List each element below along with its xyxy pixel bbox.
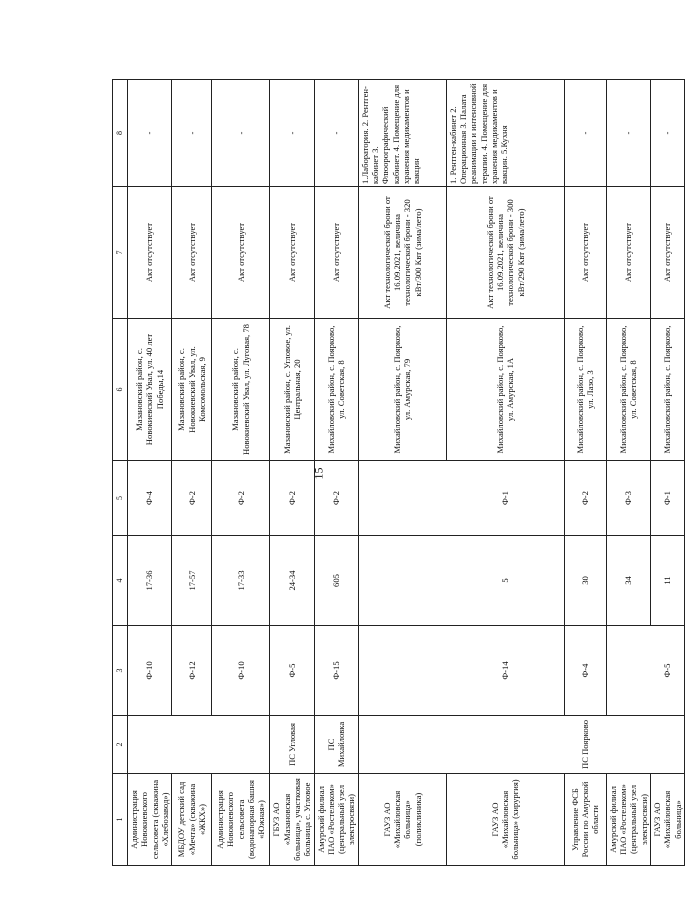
table-cell: ПС Поярково bbox=[564, 716, 606, 774]
table-cell: Ф-2 bbox=[212, 461, 270, 536]
table-cell: Акт отсутствует bbox=[651, 187, 685, 319]
table-cell bbox=[358, 716, 446, 774]
table-row bbox=[606, 80, 650, 866]
table-cell: Михайловский район, с. Поярково, ул. Лазо, 3 bbox=[564, 319, 606, 461]
table-cell: 5 bbox=[446, 536, 564, 626]
table-cell: 17-57 bbox=[172, 536, 212, 626]
table-cell bbox=[446, 716, 564, 774]
table-cell bbox=[651, 716, 685, 774]
table-cell: Мазановский район, с. Угловое, ул. Центральная, 20 bbox=[270, 319, 314, 461]
table-cell: Акт отсутствует bbox=[270, 187, 314, 319]
table-cell: Акт технологической брони от 16.09.2021, величина технологической брони - 320 кВт/300 Квт (зима/лето) bbox=[358, 187, 446, 319]
table-cell: Ф-15 bbox=[314, 626, 358, 716]
column-header: 2 bbox=[113, 716, 128, 774]
column-header: 5 bbox=[113, 461, 128, 536]
table-cell: Ф-2 bbox=[270, 461, 314, 536]
table-cell: Управление ФСБ России по Амурской области bbox=[564, 774, 606, 866]
table-row bbox=[446, 80, 564, 866]
table-cell bbox=[358, 626, 446, 716]
column-header: 3 bbox=[113, 626, 128, 716]
table-cell: Ф-10 bbox=[212, 626, 270, 716]
table-cell: ГБУЗ АО «Мазановская больница», участковая больница с. Угловое bbox=[270, 774, 314, 866]
table-cell: Михайловский район, с. Поярково, bbox=[651, 319, 685, 461]
table-cell: - bbox=[270, 80, 314, 187]
table-cell: Ф-2 bbox=[314, 461, 358, 536]
page-number: 15 bbox=[311, 467, 326, 480]
table-cell: 1. Рентген-кабинет 2. Операционная 3. Палата реанимации и интенсивной терапии. 4. Помещение для хранения медикаментов и вакцин. 5.Кухня bbox=[446, 80, 564, 187]
table-cell: 605 bbox=[314, 536, 358, 626]
table-cell: Мазановский район, с. Новокиевский Увал, ул. 40 лет Победы,14 bbox=[128, 319, 172, 461]
table-cell: МБДОУ детский сад «Мечта» (скважина «ЖКХ») bbox=[172, 774, 212, 866]
table-cell: ГАУЗ АО «Михайловская больница» (хирургия) bbox=[446, 774, 564, 866]
table-cell: Акт отсутствует bbox=[564, 187, 606, 319]
column-header: 4 bbox=[113, 536, 128, 626]
table-cell bbox=[606, 626, 650, 716]
table-cell bbox=[128, 716, 172, 774]
table-cell: ГАУЗ АО «Михайловская больница» (поликлиника) bbox=[358, 774, 446, 866]
table-cell bbox=[606, 716, 650, 774]
table-cell: Акт отсутствует bbox=[314, 187, 358, 319]
table-cell: Ф-5 bbox=[651, 626, 685, 716]
table-cell: - bbox=[651, 80, 685, 187]
table-cell: - bbox=[212, 80, 270, 187]
table-cell: - bbox=[314, 80, 358, 187]
table-cell: Ф-14 bbox=[446, 626, 564, 716]
table-cell: Ф-12 bbox=[172, 626, 212, 716]
table-cell: Амурский филиал ПАО «Ростелеком» (центральный узел электросвязи) bbox=[314, 774, 358, 866]
table-cell: Акт отсутствует bbox=[128, 187, 172, 319]
table-cell bbox=[212, 716, 270, 774]
table-cell: Мазановский район, с. Новокиевский Увал, ул. Луговая, 78 bbox=[212, 319, 270, 461]
table-cell: - bbox=[564, 80, 606, 187]
table-row bbox=[212, 80, 270, 866]
table-cell: Ф-5 bbox=[270, 626, 314, 716]
column-header: 6 bbox=[113, 319, 128, 461]
table-cell: - bbox=[128, 80, 172, 187]
table-cell: Акт отсутствует bbox=[606, 187, 650, 319]
table-cell: 24-34 bbox=[270, 536, 314, 626]
table-cell: Ф-1 bbox=[651, 461, 685, 536]
table-cell: Ф-4 bbox=[564, 626, 606, 716]
table-cell bbox=[172, 716, 212, 774]
table-cell: ПС Михайловка bbox=[314, 716, 358, 774]
table-row bbox=[358, 80, 446, 866]
table-row bbox=[564, 80, 606, 866]
data-table bbox=[112, 79, 685, 866]
table-cell: Ф-2 bbox=[564, 461, 606, 536]
table-cell: 34 bbox=[606, 536, 650, 626]
table-row bbox=[270, 80, 314, 866]
column-header: 7 bbox=[113, 187, 128, 319]
table-cell: Михайловский район, с. Поярково, ул. Советская, 8 bbox=[606, 319, 650, 461]
table-cell bbox=[358, 461, 446, 536]
table-cell: 17-33 bbox=[212, 536, 270, 626]
table-cell: Акт отсутствует bbox=[212, 187, 270, 319]
header-row bbox=[113, 80, 128, 866]
table-row bbox=[172, 80, 212, 866]
table-cell: Ф-4 bbox=[128, 461, 172, 536]
table-cell: Ф-3 bbox=[606, 461, 650, 536]
table-cell: 30 bbox=[564, 536, 606, 626]
table-cell bbox=[358, 536, 446, 626]
table-cell: ПС Угловая bbox=[270, 716, 314, 774]
table-cell: Акт отсутствует bbox=[172, 187, 212, 319]
table-cell: 1.Лаборатория. 2. Рентген-кабинет 3. Флюорографический кабинет. 4. Помещение для хранения медикаментов и вакцин bbox=[358, 80, 446, 187]
table-cell: Администрация Новокиевского сельсовета (скважина «Хлебозавод») bbox=[128, 774, 172, 866]
table-cell: Ф-10 bbox=[128, 626, 172, 716]
table-row bbox=[651, 80, 685, 866]
table-cell: Михайловский район, с. Поярково, ул. Советская, 8 bbox=[314, 319, 358, 461]
column-header: 1 bbox=[113, 774, 128, 866]
table-cell: 17-36 bbox=[128, 536, 172, 626]
table-cell: - bbox=[606, 80, 650, 187]
table-row bbox=[314, 80, 358, 866]
table-cell: Мазановский район, с. Новокиевский Увал, ул. Комсомольская, 9 bbox=[172, 319, 212, 461]
table-cell: Акт технологической брони от 16.09.2021, величина технологической брони - 300 кВт/290 Квт (зима/лето) bbox=[446, 187, 564, 319]
table-cell: Ф-2 bbox=[172, 461, 212, 536]
table-cell: ГАУЗ АО «Михайловская больница» bbox=[651, 774, 685, 866]
table-cell: - bbox=[172, 80, 212, 187]
table-cell: Администрация Новокиевского сельсовета (водонапорная башня «Южная») bbox=[212, 774, 270, 866]
table-cell: Амурский филиал ПАО «Ростелеком» (центральный узел электросвязи) bbox=[606, 774, 650, 866]
column-header: 8 bbox=[113, 80, 128, 187]
table-row bbox=[128, 80, 172, 866]
table-cell: Михайловский район, с. Поярково, ул. Амурская, 1А bbox=[446, 319, 564, 461]
table-cell: Михайловский район, с. Поярково, ул. Амурская, 79 bbox=[358, 319, 446, 461]
table-cell: Ф-1 bbox=[446, 461, 564, 536]
table-cell: 11 bbox=[651, 536, 685, 626]
rotated-table-wrapper bbox=[112, 80, 683, 866]
